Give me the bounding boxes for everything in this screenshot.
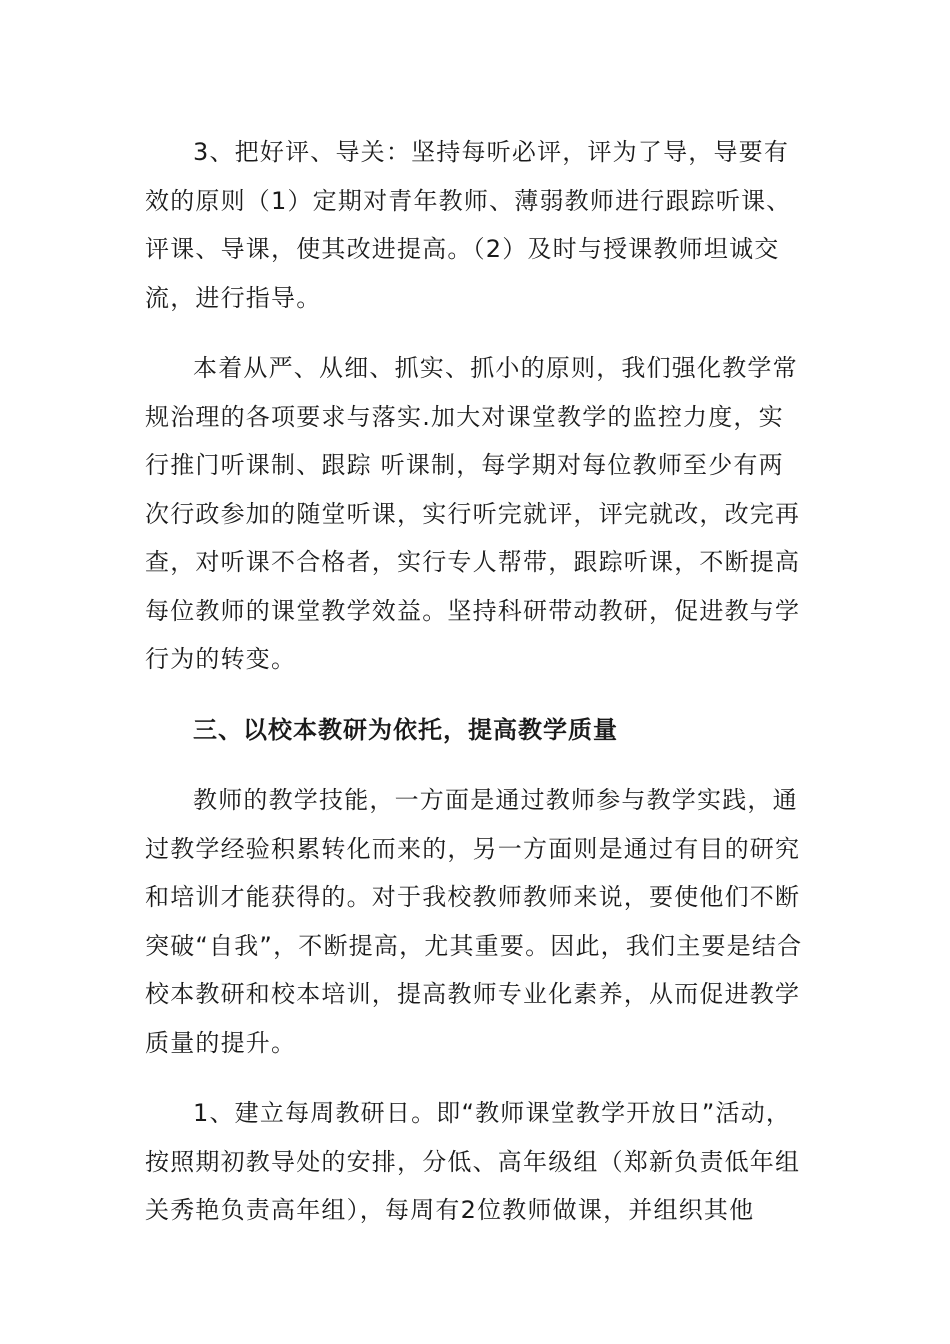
document-body [145, 128, 805, 1235]
paragraph-gap [145, 1067, 805, 1089]
section-heading: 三、以校本教研为依托，提高教学质量 [193, 715, 618, 744]
paragraph-gap [145, 322, 805, 344]
paragraph-teaching-skills: 教师的教学技能，一方面是通过教师参与教学实践，通过教学经验积累转化而来的，另一方面则是通过有目的研究和培训才能获得的。对于我校教师教师来说，要使他们不断突破“自我”，不断提高，尤其重要。因此，我们主要是结合校本教研和校本培训，提高教师专业化素养，从而促进教学质量的提升。 [145, 786, 803, 1057]
paragraph-gap [145, 754, 805, 776]
paragraph-weekly-research-day: 1、建立每周教研日。即“教师课堂教学开放日”活动，按照期初教导处的安排，分低、高年级组（郑新负责低年组关秀艳负责高年组），每周有2位教师做课，并组织其他 [145, 1099, 801, 1224]
paragraph-teaching-routine: 本着从严、从细、抓实、抓小的原则，我们强化教学常规治理的各项要求与落实.加大对课堂教学的监控力度，实行推门听课制、跟踪 听课制，每学期对每位教师至少有两次行政参加的随堂听课，实行听完就评，评完就改，改完再查，对听课不合格者，实行专人帮带，跟踪听课，不断提高每位教师的课堂教学效益。坚持科研带动教研，促进教与学行为的转变。 [145, 354, 801, 673]
paragraph-review-guidance: 3、把好评、导关：坚持每听必评，评为了导，导要有效的原则（1）定期对青年教师、薄弱教师进行跟踪听课、评课、导课，使其改进提高。（2）及时与授课教师坦诚交流，进行指导。 [145, 138, 792, 312]
paragraph-gap [145, 684, 805, 706]
